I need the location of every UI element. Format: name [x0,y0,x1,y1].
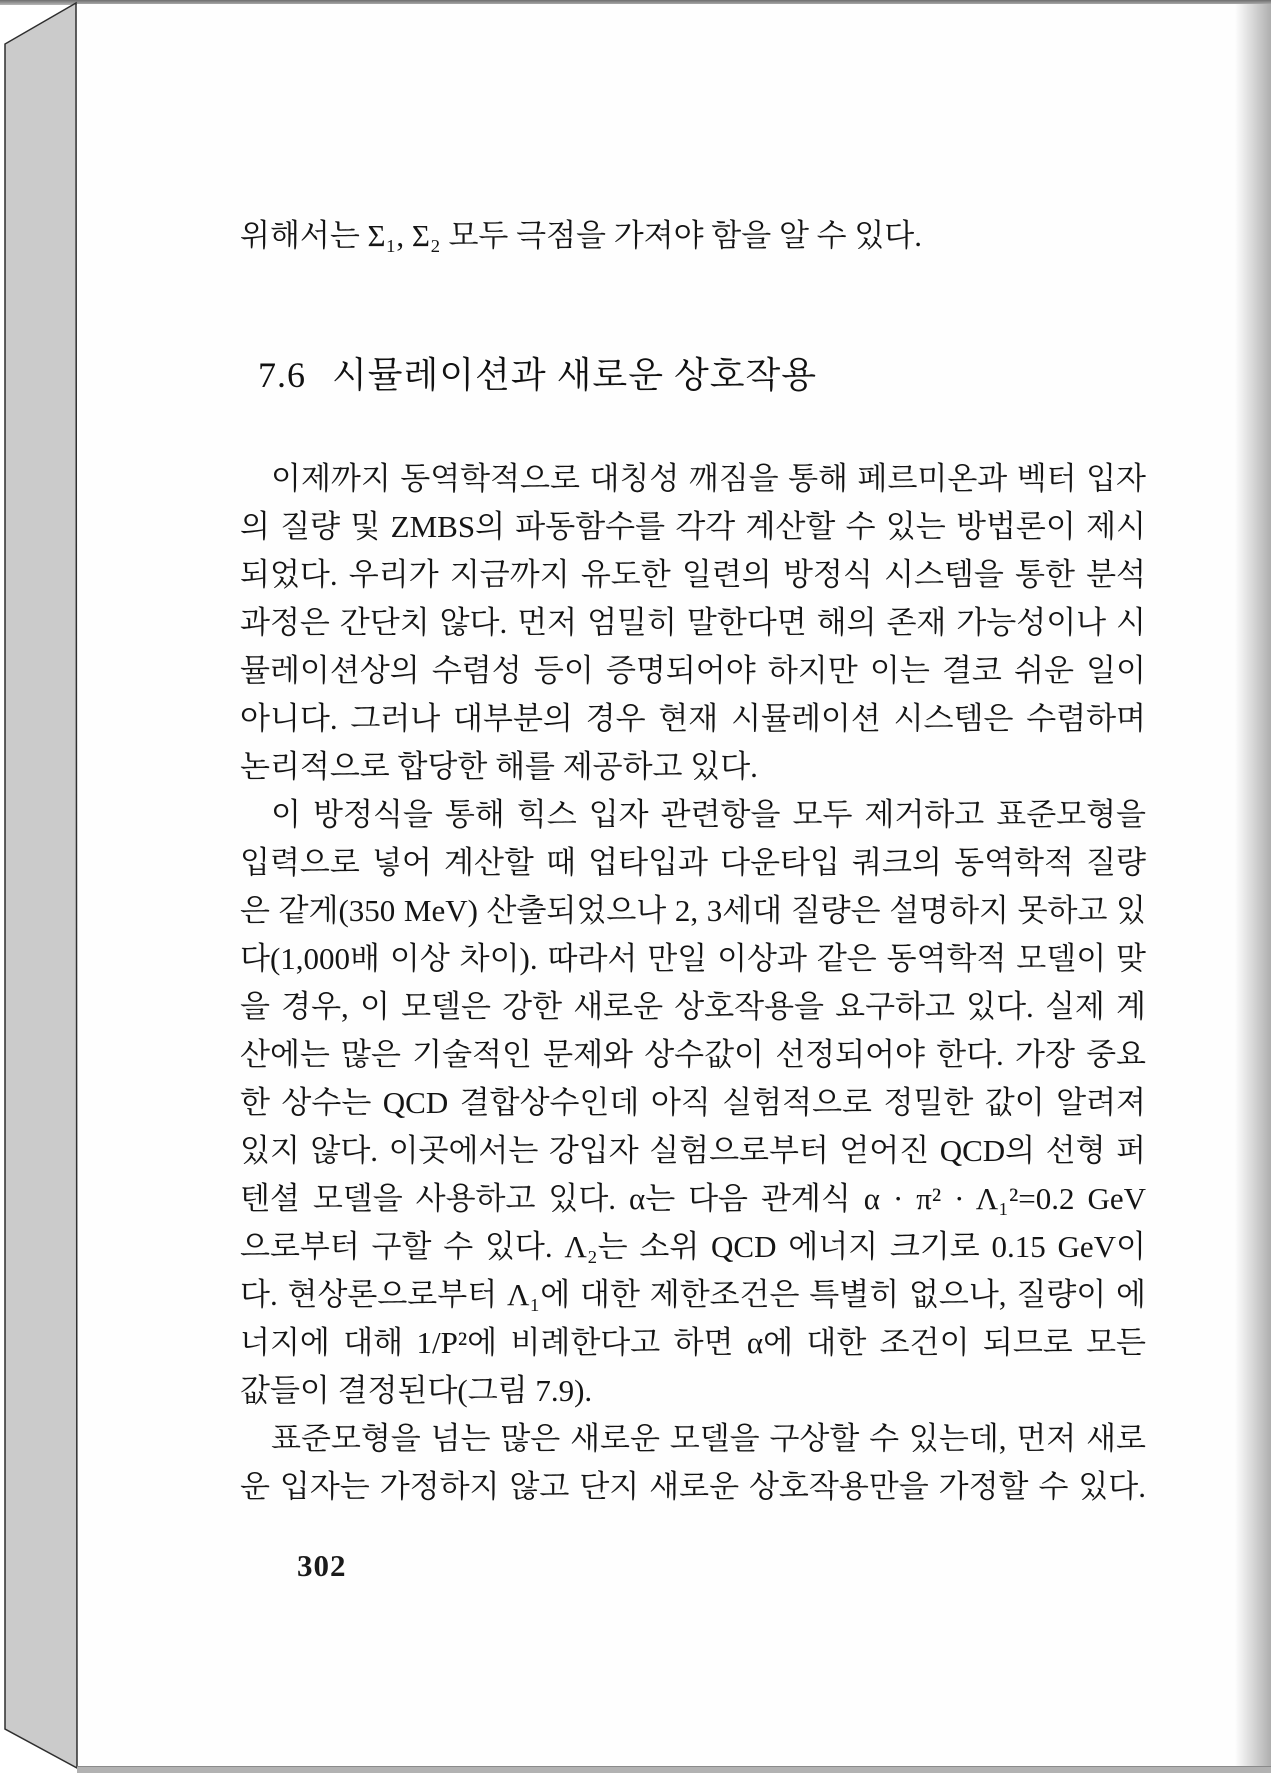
text-line: 값들이 결정된다(그림 7.9). [240,1373,593,1408]
text-line: 아니다. 그러나 대부분의 경우 현재 시뮬레이션 시스템은 수렴하며 [240,701,1146,736]
text-line: 다(1,000배 이상 차이). 따라서 만일 이상과 같은 동역학적 모델이 맞 [240,941,1146,976]
text-line: 이제까지 동역학적으로 대칭성 깨짐을 통해 페르미온과 벡터 입자 [271,461,1146,496]
section-title: 시뮬레이션과 새로운 상호작용 [332,355,818,395]
text-line: 있지 않다. 이곳에서는 강입자 실험으로부터 얻어진 QCD의 선형 퍼 [240,1133,1146,1168]
text-line: 너지에 대해 1/P²에 비례한다고 하면 α에 대한 조건이 되므로 모든 [240,1325,1146,1360]
page-number: 302 [297,1548,347,1583]
text-line: 이 방정식을 통해 힉스 입자 관련항을 모두 제거하고 표준모형을 [271,797,1146,832]
text-line: 표준모형을 넘는 많은 새로운 모델을 구상할 수 있는데, 먼저 새로 [271,1421,1146,1456]
text-line: 운 입자는 가정하지 않고 단지 새로운 상호작용만을 가정할 수 있다. [240,1469,1146,1504]
paragraph-continuation: 위해서는 Σ₁, Σ₂ 모두 극점을 가져야 함을 알 수 있다. [240,218,922,253]
text-line: 입력으로 넣어 계산할 때 업타입과 다운타입 쿼크의 동역학적 질량 [240,845,1146,880]
text-line: 되었다. 우리가 지금까지 유도한 일련의 방정식 시스템을 통한 분석 [240,557,1146,592]
book-bottom-edge [77,1766,1271,1773]
book-spine-edge [0,0,90,1773]
text-line: 한 상수는 QCD 결합상수인데 아직 실험적으로 정밀한 값이 알려져 [240,1085,1146,1120]
text-line: 을 경우, 이 모델은 강한 새로운 상호작용을 요구하고 있다. 실제 계 [240,989,1146,1024]
text-line: 텐셜 모델을 사용하고 있다. α는 다음 관계식 α · π² · Λ₁²=0.2 GeV [240,1181,1146,1216]
body-text [240,455,1146,1511]
text-line: 으로부터 구할 수 있다. Λ₂는 소위 QCD 에너지 크기로 0.15 GeV이 [240,1229,1146,1264]
text-line: 의 질량 및 ZMBS의 파동함수를 각각 계산할 수 있는 방법론이 제시 [240,509,1146,544]
text-line: 다. 현상론으로부터 Λ₁에 대한 제한조건은 특별히 없으나, 질량이 에 [240,1277,1146,1312]
page-right-shadow [1235,4,1271,1767]
text-line: 뮬레이션상의 수렴성 등이 증명되어야 하지만 이는 결코 쉬운 일이 [240,653,1146,688]
section-heading [258,352,1146,398]
text-line: 산에는 많은 기술적인 문제와 상수값이 선정되어야 한다. 가장 중요 [240,1037,1146,1072]
section-number: 7.6 [258,355,306,395]
text-line: 은 같게(350 MeV) 산출되었으나 2, 3세대 질량은 설명하지 못하고 있 [240,893,1146,928]
text-line: 과정은 간단치 않다. 먼저 엄밀히 말한다면 해의 존재 가능성이나 시 [240,605,1146,640]
text-line: 논리적으로 합당한 해를 제공하고 있다. [240,749,758,784]
